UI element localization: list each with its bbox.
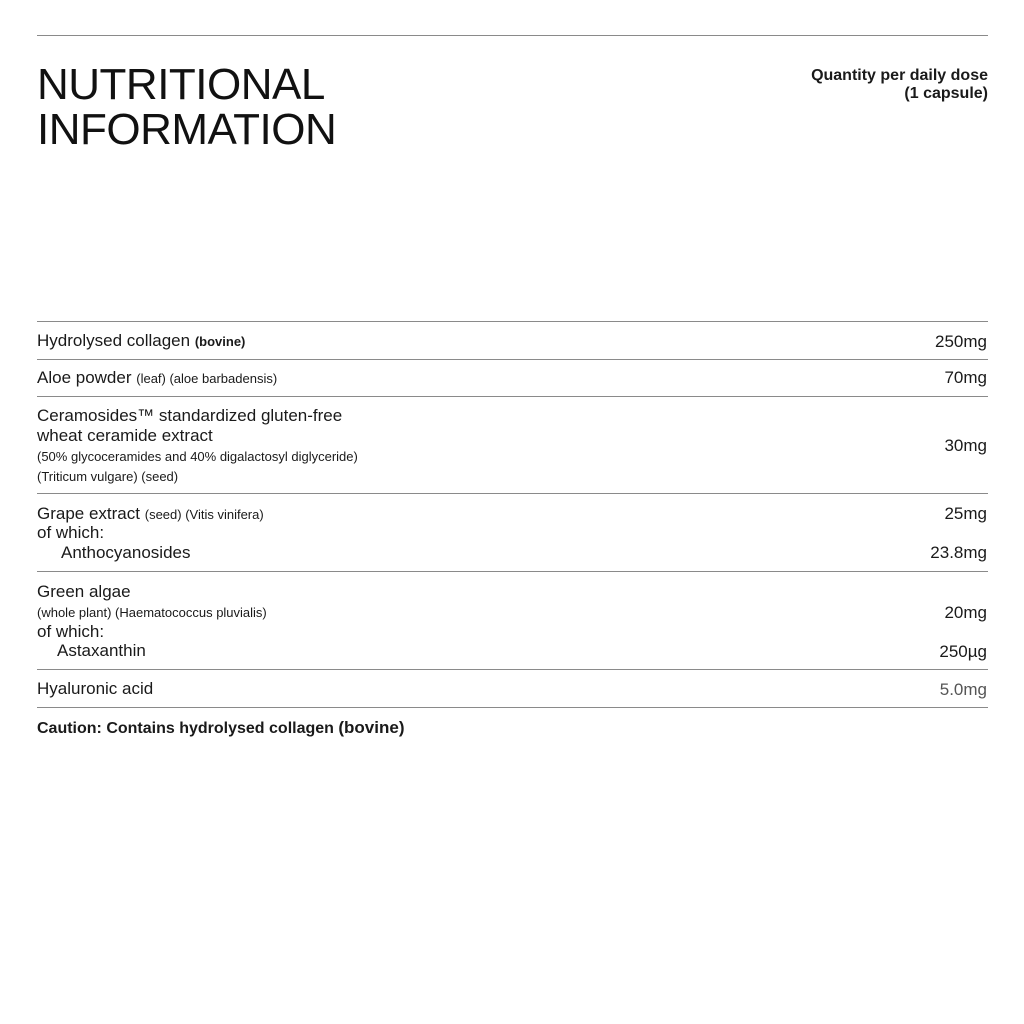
amount-green-algae: 20mg [944, 603, 987, 622]
table-divider [37, 321, 988, 322]
table-divider [37, 493, 988, 494]
ingredient-qualifier: (leaf) (aloe barbadensis) [136, 371, 278, 386]
ingredient-grape [37, 504, 264, 525]
ingredient-ceramosides-note-1: (50% glycoceramides and 40% digalactosyl diglyceride) [37, 449, 358, 464]
amount-aloe: 70mg [944, 368, 987, 387]
ingredient-name: Aloe powder [37, 368, 132, 387]
ingredient-collagen [37, 331, 245, 352]
table-divider [37, 707, 988, 708]
ingredient-green-algae: Green algae [37, 582, 131, 601]
table-divider [37, 571, 988, 572]
ingredient-qualifier: (seed) (Vitis vinifera) [144, 507, 264, 522]
ingredient-name: Grape extract [37, 504, 140, 523]
ingredient-hyaluronic-acid: Hyaluronic acid [37, 679, 154, 698]
table-divider [37, 669, 988, 670]
sub-ingredient-anthocyanosides: Anthocyanosides [61, 543, 191, 562]
title-line-1: NUTRITIONAL [37, 60, 325, 109]
ingredient-aloe [37, 368, 277, 389]
amount-astaxanthin: 250µg [939, 642, 987, 661]
dose-unit: (1 capsule) [904, 85, 988, 102]
dose-header [811, 67, 988, 103]
sub-ingredient-astaxanthin: Astaxanthin [57, 641, 146, 660]
table-divider [37, 359, 988, 360]
caution-note [37, 718, 404, 739]
page-title [37, 62, 336, 152]
amount-hyaluronic-acid: 5.0mg [939, 680, 987, 699]
of-which-label: of which: [37, 523, 105, 542]
amount-collagen: 250mg [935, 332, 987, 351]
caution-text: Caution: Contains hydrolysed collagen [37, 720, 334, 737]
top-divider [37, 35, 988, 36]
ingredient-ceramosides-note-2: (Triticum vulgare) (seed) [37, 469, 179, 484]
table-divider [37, 396, 988, 397]
of-which-label: of which: [37, 622, 105, 641]
ingredient-ceramosides-line-1: Ceramosides™ standardized gluten-free [37, 406, 343, 425]
amount-anthocyanosides: 23.8mg [930, 543, 987, 562]
caution-emphasis: (bovine) [338, 718, 405, 737]
dose-label: Quantity per daily dose [811, 67, 988, 84]
ingredient-qualifier: (bovine) [194, 334, 246, 349]
ingredient-name: Hydrolysed collagen [37, 331, 191, 350]
title-line-2: INFORMATION [37, 105, 337, 154]
ingredient-ceramosides-line-2: wheat ceramide extract [37, 426, 213, 445]
ingredient-green-algae-note: (whole plant) (Haematococcus pluvialis) [37, 605, 267, 620]
amount-ceramosides: 30mg [944, 436, 987, 455]
amount-grape: 25mg [944, 504, 987, 523]
